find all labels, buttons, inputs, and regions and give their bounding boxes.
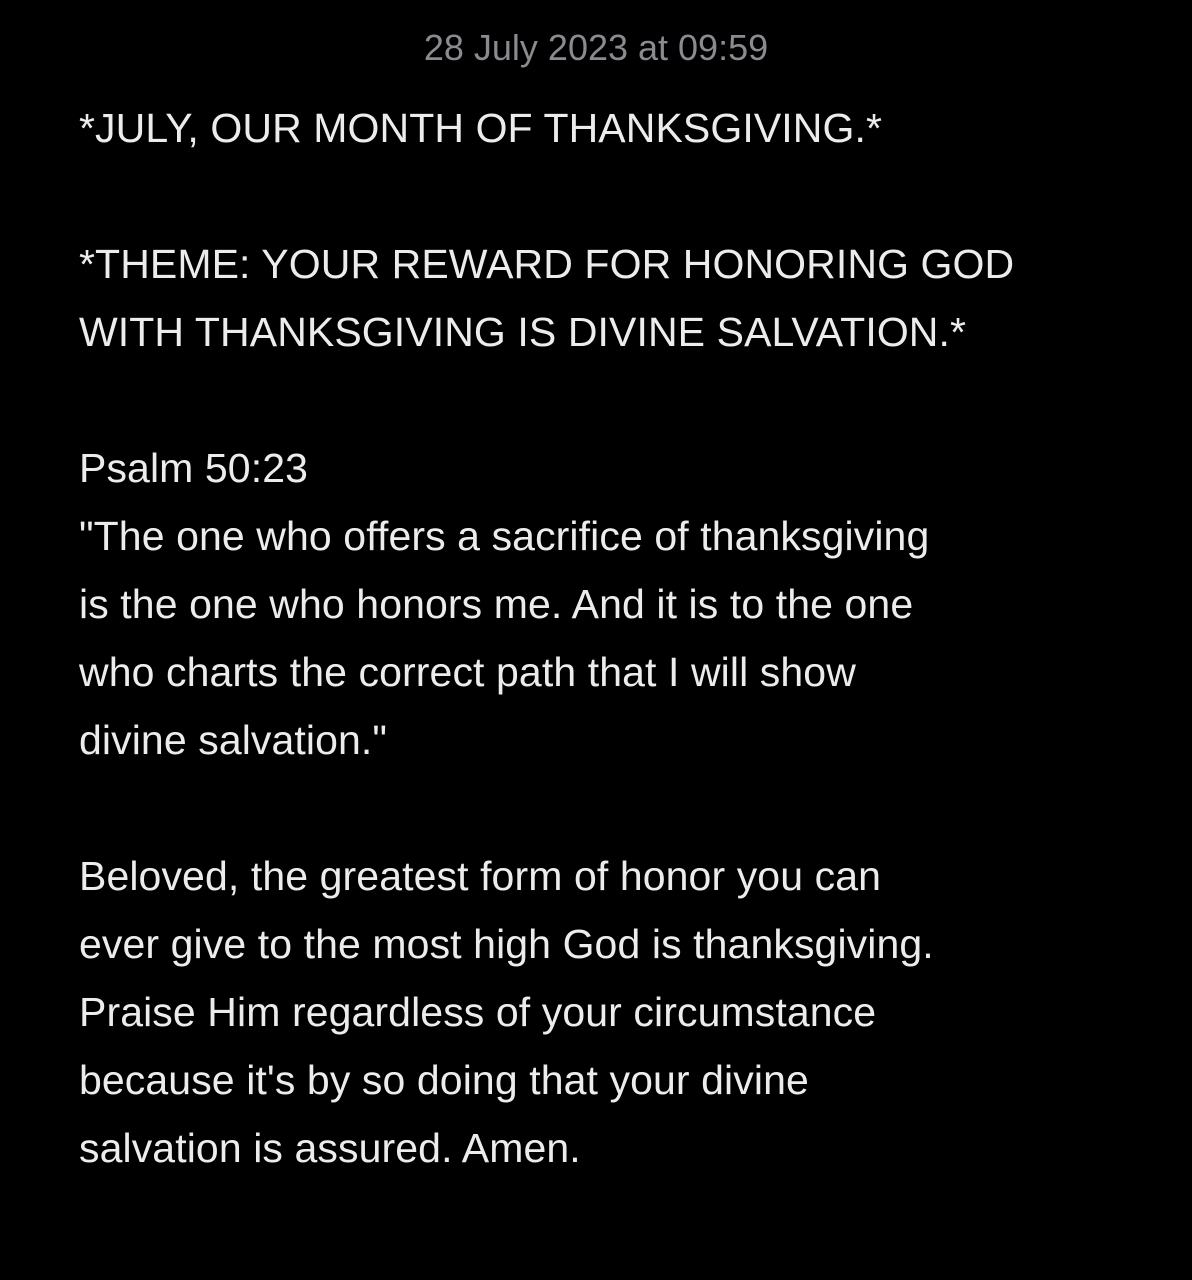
theme-line: WITH THANKSGIVING IS DIVINE SALVATION.* <box>79 309 967 355</box>
note-title-line: *JULY, OUR MONTH OF THANKSGIVING.* <box>79 105 883 151</box>
scripture-line: who charts the correct path that I will show <box>79 649 856 695</box>
blank-line <box>79 774 1129 842</box>
body-line: ever give to the most high God is thanksgiving. <box>79 921 934 967</box>
body-line: Beloved, the greatest form of honor you can <box>79 853 881 899</box>
blank-line <box>79 366 1129 434</box>
blank-line <box>79 162 1129 230</box>
note-body[interactable] <box>79 94 1129 1182</box>
body-line: salvation is assured. Amen. <box>79 1125 581 1171</box>
scripture-line: "The one who offers a sacrifice of thanksgiving <box>79 513 930 559</box>
body-line: Praise Him regardless of your circumstance <box>79 989 877 1035</box>
scripture-line: divine salvation." <box>79 717 388 763</box>
scripture-line: is the one who honors me. And it is to the one <box>79 581 914 627</box>
body-line: because it's by so doing that your divine <box>79 1057 809 1103</box>
theme-line: *THEME: YOUR REWARD FOR HONORING GOD <box>79 241 1015 287</box>
note-timestamp: 28 July 2023 at 09:59 <box>423 27 769 68</box>
scripture-reference: Psalm 50:23 <box>79 445 309 491</box>
